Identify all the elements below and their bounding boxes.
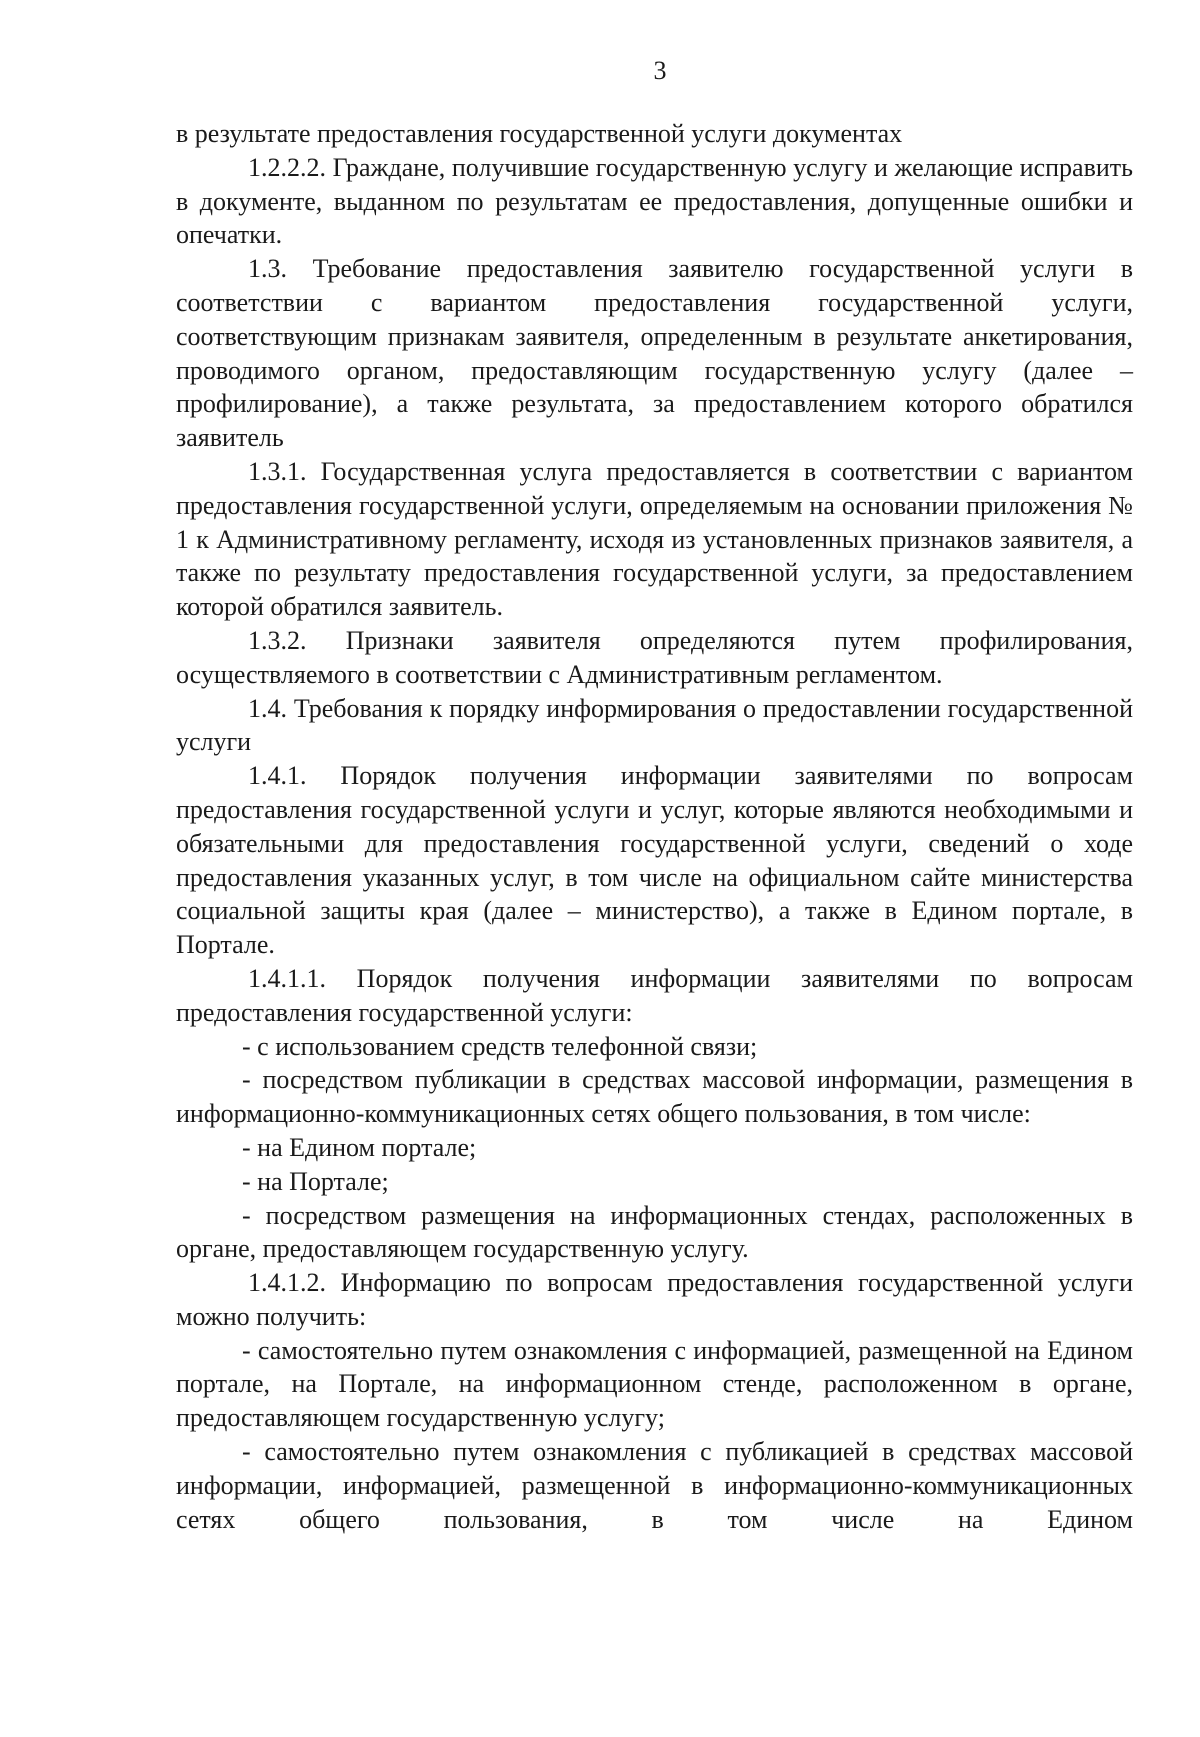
paragraph-1-4-1: 1.4.1. Порядок получения информации заявителями по вопросам предоставления государственной услуги и услуг, которые являются необходимыми и обязательными для предоставления государственной услуги, сведений о ходе предоставления указанных услуг, в том числе на официальном сайте министерства социальной защиты края (далее – министерство), а также в Едином портале, в Портале. — [176, 761, 1133, 960]
list-item-self-publication: - самостоятельно путем ознакомления с публикацией в средствах массовой информации, информацией, размещенной в информационно-коммуникационных сетях общего пользования, в том числе на Едином — [176, 1437, 1133, 1534]
paragraph-1-3-2: 1.3.2. Признаки заявителя определяются путем профилирования, осуществляемого в соответствии с Административным регламентом. — [176, 625, 1133, 689]
paragraph-1-4-1-2: 1.4.1.2. Информацию по вопросам предоставления государственной услуги можно получить: — [176, 1268, 1133, 1331]
paragraph-1-3: 1.3. Требование предоставления заявителю государственной услуги в соответствии с вариантом предоставления государственной услуги, соответствующим признакам заявителя, определенным в результате анкетирования, проводимого органом, предоставляющим государственную услугу (далее – профилирование), а также результата, за предоставлением которого обратился заявитель — [176, 254, 1133, 453]
paragraph-continuation: в результате предоставления государственной услуги документах — [176, 119, 903, 148]
list-item-publication: - посредством публикации в средствах массовой информации, размещения в информационно-коммуникационных сетях общего пользования, в том числе: — [176, 1065, 1133, 1129]
list-item-telephone: - с использованием средств телефонной связи; — [242, 1031, 758, 1061]
page-number: 3 — [653, 56, 667, 85]
paragraph-1-4: 1.4. Требования к порядку информирования о предоставлении государственной услуги — [176, 693, 1133, 757]
paragraph-1-2-2-2: 1.2.2.2. Граждане, получившие государственную услугу и желающие исправить в документе, выданном по результатам ее предоставления, допущенные ошибки и опечатки. — [176, 152, 1133, 250]
list-item-single-portal: - на Едином портале; — [242, 1132, 477, 1162]
list-item-self-info: - самостоятельно путем ознакомления с информацией, размещенной на Едином портале, на Портале, на информационном стенде, расположенном в органе, предоставляющем государственную услугу; — [176, 1335, 1133, 1433]
document-body — [176, 117, 1133, 1536]
paragraph-1-3-1: 1.3.1. Государственная услуга предоставляется в соответствии с вариантом предоставления государственной услуги, определяемым на основании приложения № 1 к Административному регламенту, исходя из установленных признаков заявителя, а также по результату предоставления государственной услуги, за предоставлением которой обратился заявитель. — [176, 456, 1133, 622]
list-item-portal: - на Портале; — [242, 1166, 389, 1196]
paragraph-1-4-1-1: 1.4.1.1. Порядок получения информации заявителями по вопросам предоставления государственной услуги: — [176, 963, 1133, 1027]
list-item-stands: - посредством размещения на информационных стендах, расположенных в органе, предоставляющем государственную услугу. — [176, 1200, 1133, 1264]
